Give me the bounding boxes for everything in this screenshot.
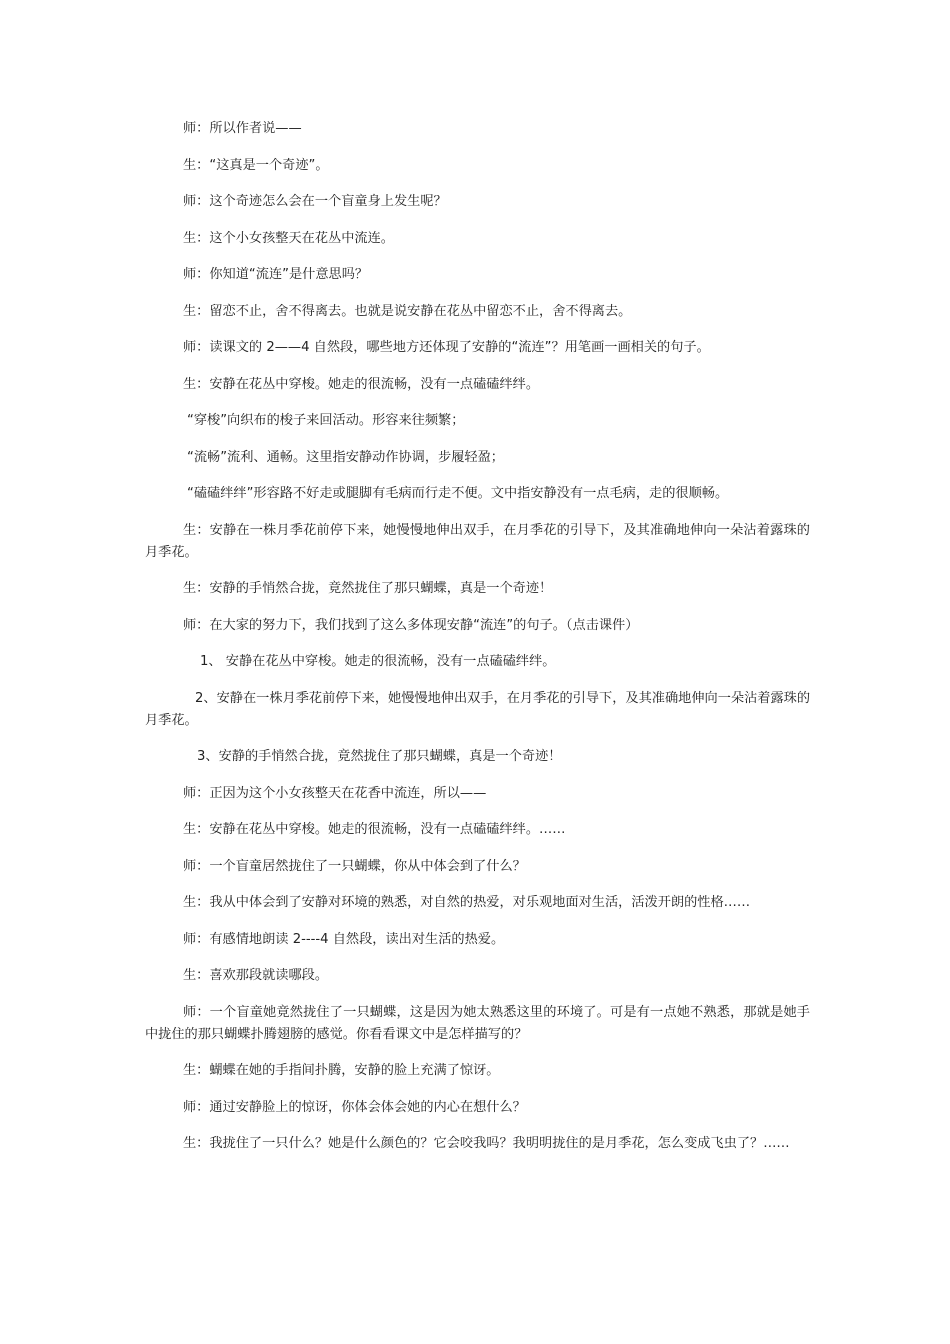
paragraph-18: 师：正因为这个小女孩整天在花香中流连，所以—— bbox=[183, 785, 487, 801]
paragraph-12: 生：安静在一株月季花前停下来，她慢慢地伸出双手，在月季花的引导下，及其准确地伸向一朵沾着露珠的月季花。 bbox=[145, 522, 810, 560]
numbered-item-1: 1、 安静在花丛中穿梭。她走的很流畅，没有一点磕磕绊绊。 bbox=[200, 654, 556, 669]
document-body bbox=[145, 118, 810, 1170]
numbered-item-2: 2、安静在一株月季花前停下来，她慢慢地伸出双手，在月季花的引导下，及其准确地伸向一朵沾着露珠的月季花。 bbox=[145, 690, 811, 728]
paragraph-3: 师：这个奇迹怎么会在一个盲童身上发生呢？ bbox=[183, 194, 447, 209]
paragraph-8: 生：安静在花丛中穿梭。她走的很流畅，没有一点磕磕绊绊。 bbox=[183, 376, 540, 392]
paragraph-5: 师：你知道“流连”是什意思吗？ bbox=[183, 267, 369, 282]
paragraph-1: 师：所以作者说—— bbox=[183, 121, 302, 136]
paragraph-27: 生：我拢住了一只什么？她是什么颜色的？它会咬我吗？我明明拢住的是月季花，怎么变成飞虫了？…… bbox=[183, 1136, 790, 1151]
paragraph-14: 师：在大家的努力下，我们找到了这么多体现安静“流连”的句子。（点击课件） bbox=[183, 617, 639, 633]
paragraph-13: 生：安静的手悄然合拢，竟然拢住了那只蝴蝶，真是一个奇迹！ bbox=[183, 581, 553, 596]
definition-chuansuo: “穿梭”向织布的梭子来回活动。形容来往频繁； bbox=[187, 413, 465, 428]
paragraph-7: 师：读课文的 2——4 自然段，哪些地方还体现了安静的“流连”？用笔画一画相关的句子。 bbox=[183, 340, 710, 355]
paragraph-24: 师：一个盲童她竟然拢住了一只蝴蝶，这是因为她太熟悉这里的环境了。可是有一点她不熟悉，那就是她手中拢住的那只蝴蝶扑腾翅膀的感觉。你看看课文中是怎样描写的？ bbox=[145, 1004, 810, 1042]
paragraph-4: 生：这个小女孩整天在花丛中流连。 bbox=[183, 230, 394, 246]
paragraph-23: 生：喜欢那段就读哪段。 bbox=[183, 968, 329, 983]
paragraph-20: 师：一个盲童居然拢住了一只蝴蝶，你从中体会到了什么？ bbox=[183, 858, 526, 874]
paragraph-21: 生：我从中体会到了安静对环境的熟悉，对自然的热爱，对乐观地面对生活，活泼开朗的性格…… bbox=[183, 895, 751, 910]
definition-kekebanban: “磕磕绊绊”形容路不好走或腿脚有毛病而行走不便。文中指安静没有一点毛病，走的很顺畅。 bbox=[187, 486, 729, 501]
paragraph-6: 生：留恋不止，舍不得离去。也就是说安静在花丛中留恋不止，舍不得离去。 bbox=[183, 303, 632, 319]
numbered-item-3: 3、安静的手悄然合拢，竟然拢住了那只蝴蝶，真是一个奇迹！ bbox=[197, 749, 562, 764]
paragraph-25: 生：蝴蝶在她的手指间扑腾，安静的脸上充满了惊讶。 bbox=[183, 1063, 500, 1078]
paragraph-26: 师：通过安静脸上的惊讶，你体会体会她的内心在想什么？ bbox=[183, 1099, 526, 1115]
paragraph-19: 生：安静在花丛中穿梭。她走的很流畅，没有一点磕磕绊绊。…… bbox=[183, 822, 566, 837]
definition-liuchang: “流畅”流利、通畅。这里指安静动作协调，步履轻盈； bbox=[187, 449, 504, 465]
paragraph-22: 师：有感情地朗读 2----4 自然段，读出对生活的热爱。 bbox=[183, 931, 505, 947]
paragraph-2: 生：“这真是一个奇迹”。 bbox=[183, 157, 329, 173]
